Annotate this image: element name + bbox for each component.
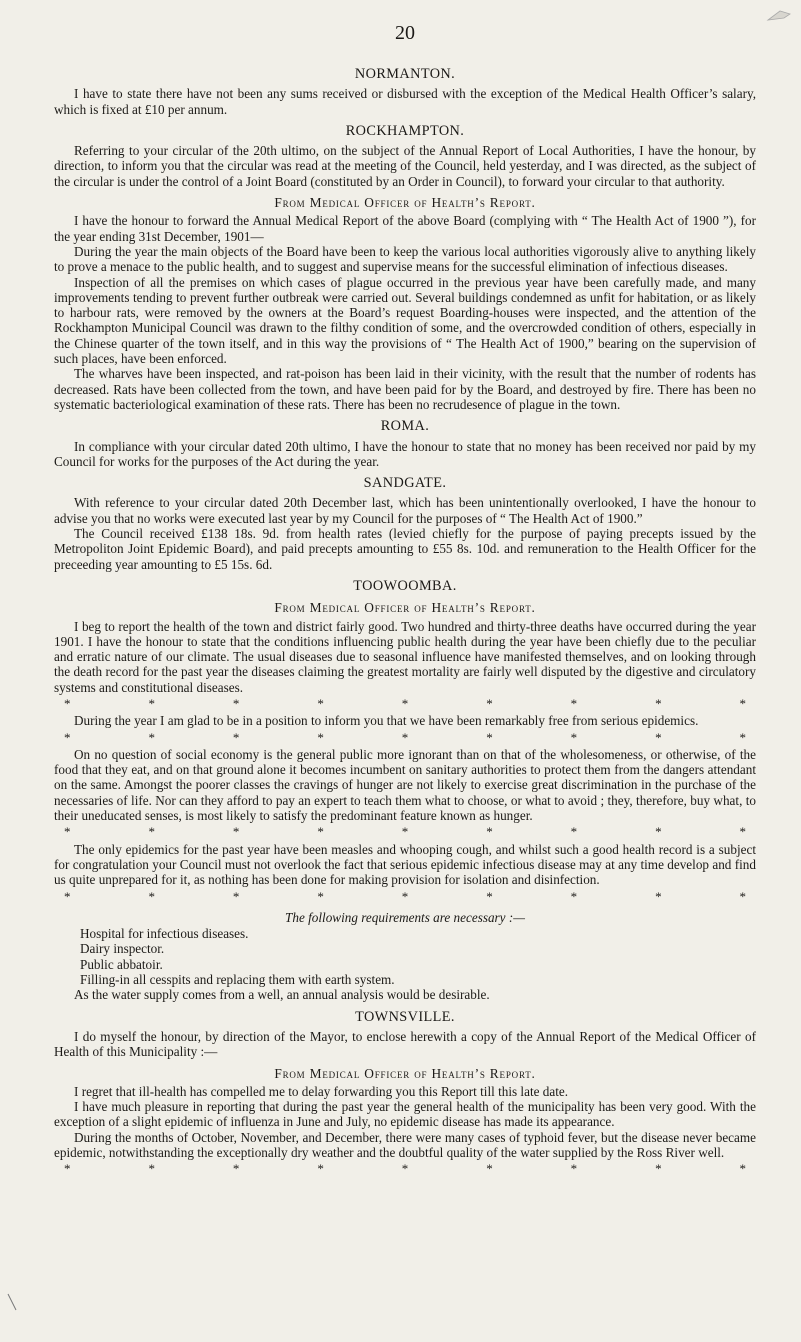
- asterisk: *: [486, 1161, 493, 1177]
- paragraph: I do myself the honour, by direction of the Mayor, to enclose herewith a copy of the Annual Report of the Medical Officer of Health of this Municipality :—: [54, 1028, 756, 1060]
- sub-heading: From Medical Officer of Health’s Report.: [274, 600, 536, 616]
- heading-sandgate: SANDGATE.: [363, 475, 447, 492]
- asterisk-divider: [54, 729, 756, 747]
- asterisk: *: [64, 888, 71, 904]
- list-item: Hospital for infectious diseases.: [80, 926, 249, 942]
- asterisk: *: [655, 695, 662, 711]
- asterisk: *: [64, 1161, 71, 1177]
- sub-heading: From Medical Officer of Health’s Report.: [274, 195, 536, 211]
- asterisk: *: [148, 824, 155, 840]
- asterisk: *: [570, 1161, 578, 1177]
- asterisk: *: [486, 824, 493, 840]
- asterisk: *: [739, 729, 746, 745]
- heading-normanton: NORMANTON.: [354, 66, 456, 82]
- paragraph: On no question of social economy is the general public more ignorant than on that of the wholesomeness, or otherwise, of the food that they eat, and on that ground alone it becomes incumbent on sanitary authorities to protect them from the dangers attendant on the same. Amongst the poorer classes the cravings of hunger are not likely to exercise great discrimination in the purchase of the necessaries of life. Nor can they afford to pay an expert to teach them what to choose, or what to avoid ; they, therefore, buy what, to their uneducated senses, is most likely to satisfy the predominant feature known as hunger.: [54, 746, 756, 824]
- paragraph: Referring to your circular of the 20th ultimo, on the subject of the Annual Report of Local Authorities, I have the honour, by direction, to inform you that the circular was read at the meeting of the Council, held yesterday, and I was directed, as the subject of the circular is under the control of a Joint Board (constituted by an Order in Council), to forward your circular to that authority.: [54, 143, 756, 189]
- asterisk: *: [148, 888, 155, 904]
- paragraph: The Council received £138 18s. 9d. from health rates (levied chiefly for the purpose of paying precepts issued by the Metropoliton Joint Epidemic Board), and paid precepts amounting to £55 8s. 10d. and remuneration to the Health Officer for the preceeding year amounting to £5 15s. 6d.: [54, 526, 756, 572]
- document-body: [54, 60, 756, 1179]
- requirements-list: [54, 926, 756, 987]
- asterisk: *: [655, 824, 662, 840]
- asterisk: *: [570, 824, 578, 840]
- heading-townsville: TOWNSVILLE.: [355, 1008, 455, 1025]
- heading-toowoomba: TOOWOOMBA.: [353, 577, 457, 594]
- asterisk: *: [232, 695, 240, 711]
- requirements-title: The following requirements are necessary :—: [285, 909, 525, 925]
- asterisk: *: [739, 824, 746, 840]
- paragraph: I have the honour to forward the Annual Medical Report of the above Board (complying with “ The Health Act of 1900 ”), for the year ending 31st December, 1901—: [54, 213, 756, 244]
- paragraph: In compliance with your circular dated 20th ultimo, I have the honour to state that no money has been received nor paid by my Council for works for the purposes of the Act during the year.: [54, 438, 756, 469]
- asterisk: *: [148, 1161, 155, 1177]
- asterisk-divider: [54, 695, 756, 713]
- heading-roma: ROMA.: [380, 418, 430, 435]
- paragraph: The wharves have been inspected, and rat-poison has been laid in their vicinity, with the result that the number of rodents has decreased. Rats have been collected from the town, and have been paid for by the Board, and destroyed by fire. There has been no systematic bacteriological examination of these rats. There has been no recrudesence of plague in the town.: [54, 366, 756, 412]
- asterisk-divider: [54, 823, 756, 841]
- asterisk: *: [486, 729, 493, 745]
- asterisk: *: [317, 695, 324, 711]
- asterisk: *: [739, 1161, 746, 1177]
- asterisk: *: [232, 1161, 240, 1177]
- asterisk-divider: [54, 888, 756, 906]
- page-number: 20: [395, 22, 415, 44]
- asterisk: *: [148, 729, 155, 745]
- paragraph: I beg to report the health of the town and district fairly good. Two hundred and thirty-three deaths have occurred during the year 1901. I have the honour to state that the conditions influencing public health during the year have been chiefly due to the peculiar and erratic nature of our climate. The usual diseases due to seasonal influence have manifested themselves, and on looking through the death record for the past year the diseases claiming the greatest mortality are fairly well disputed by the digestive and circulatory systems and constitutional diseases.: [54, 618, 756, 695]
- asterisk: *: [570, 729, 578, 745]
- asterisk: *: [232, 824, 240, 840]
- asterisk: *: [401, 695, 409, 711]
- asterisk: *: [317, 729, 324, 745]
- asterisk: *: [570, 695, 578, 711]
- paragraph: During the months of October, November, and December, there were many cases of typhoid fever, but the disease never became epidemic, notwithstanding the exceptionally dry weather and the doubtful quality of the water supplied by the Ross River well.: [54, 1129, 756, 1160]
- sub-heading: From Medical Officer of Health’s Report.: [274, 1065, 536, 1081]
- asterisk: *: [148, 695, 155, 711]
- asterisk: *: [64, 824, 71, 840]
- asterisk: *: [401, 824, 409, 840]
- paragraph: As the water supply comes from a well, an annual analysis would be desirable.: [74, 987, 490, 1003]
- paragraph: I have to state there have not been any sums received or disbursed with the exception of the Medical Health Officer’s salary, which is fixed at £10 per annum.: [54, 86, 756, 117]
- asterisk: *: [317, 888, 324, 904]
- asterisk: *: [401, 729, 409, 745]
- paragraph: I have much pleasure in reporting that during the past year the general health of the municipality has been very good. With the exception of a slight epidemic of influenza in June and July, no epidemic disease has made its appearance.: [54, 1099, 756, 1130]
- margin-mark-icon: [6, 1292, 18, 1312]
- paragraph: During the year the main objects of the Board have been to keep the various local authorities vigorously alive to anything likely to prove a menace to the public health, and to suggest and supervise means for the successful elimination of infectious diseases.: [54, 243, 756, 275]
- list-item: Dairy inspector.: [80, 941, 165, 957]
- asterisk: *: [317, 824, 324, 840]
- list-item: Public abbatoir.: [80, 956, 163, 972]
- asterisk: *: [232, 729, 240, 745]
- paragraph: Inspection of all the premises on which cases of plague occurred in the previous year have been carefully made, and many improvements tending to prevent further outbreak were carried out. Several buildings condemned as unfit for habitation, or as likely to harbour rats, were removed by the owners at the Board’s request Boarding-houses were inspected, and the attention of the Rockhampton Municipal Council was drawn to the filthy condition of some, and the overcrowded condition of others, especially in the Chinese quarter of the town itself, and in this way the provisions of “ The Health Act of 1900,” bearing on the supervision of such places, have been enforced.: [54, 274, 756, 367]
- asterisk: *: [739, 888, 746, 904]
- asterisk: *: [739, 695, 746, 711]
- paragraph: The only epidemics for the past year have been measles and whooping cough, and whilst such a good health record is a subject for congratulation your Council must not overlook the fact that serious epidemic infectious disease may at any time develop and find us quite unprepared for it, as nothing has been done for making provision for isolation and disinfection.: [54, 841, 756, 888]
- asterisk: *: [401, 1161, 409, 1177]
- asterisk: *: [655, 729, 662, 745]
- asterisk: *: [232, 888, 240, 904]
- asterisk: *: [570, 888, 578, 904]
- asterisk: *: [486, 695, 493, 711]
- paragraph: With reference to your circular dated 20th December last, which has been unintentionally overlooked, I have the honour to advise you that no works were executed last year by my Council for the purposes of “ The Health Act of 1900.”: [54, 495, 756, 526]
- asterisk: *: [64, 695, 71, 711]
- asterisk: *: [317, 1161, 324, 1177]
- paragraph: I regret that ill-health has compelled me to delay forwarding you this Report till this late date.: [74, 1083, 569, 1099]
- asterisk: *: [655, 1161, 662, 1177]
- asterisk-divider: [54, 1160, 756, 1178]
- asterisk: *: [401, 888, 409, 904]
- paragraph: During the year I am glad to be in a position to inform you that we have been remarkably free from serious epidemics.: [74, 713, 699, 729]
- page-corner-curl-icon: [766, 8, 792, 22]
- list-item: Filling-in all cesspits and replacing them with earth system.: [80, 972, 395, 988]
- asterisk: *: [64, 729, 71, 745]
- asterisk: *: [486, 888, 493, 904]
- heading-rockhampton: ROCKHAMPTON.: [345, 122, 465, 139]
- asterisk: *: [655, 888, 662, 904]
